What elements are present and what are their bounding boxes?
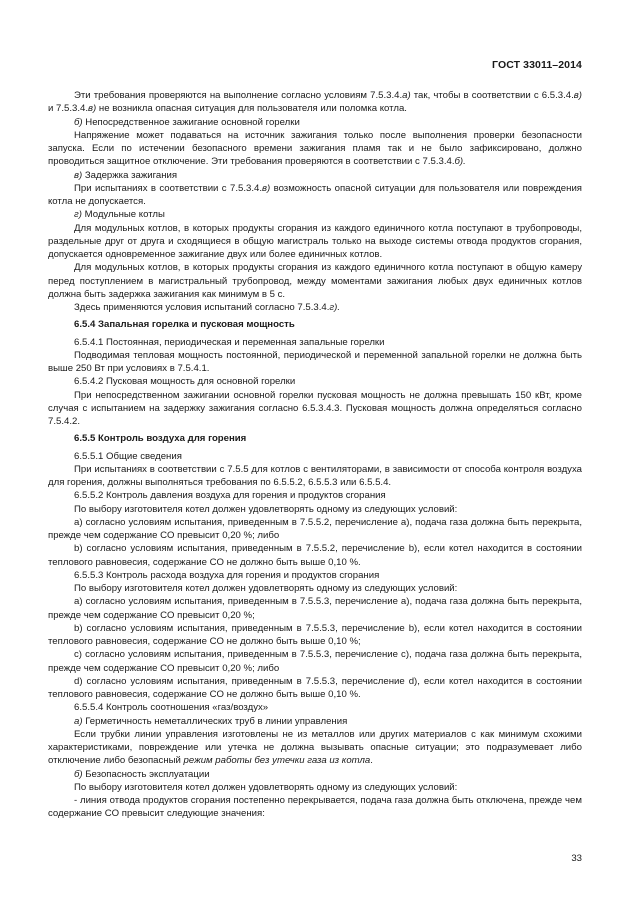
paragraph (48, 582, 582, 595)
paragraph (48, 463, 582, 490)
paragraph (48, 222, 582, 262)
italic-text: режим работы без утечки газа из котла (183, 755, 371, 767)
paragraph (48, 89, 582, 116)
paragraph (48, 129, 582, 169)
paragraph (48, 768, 582, 781)
text-run: Задержка зажигания (82, 169, 178, 181)
italic-text: в) (88, 103, 97, 115)
paragraph (48, 595, 582, 622)
paragraph (48, 208, 582, 221)
text-run: По выбору изготовителя котел должен удовлетворять одному из следующих условий: (74, 503, 458, 515)
text-run: 6.5.4.1 Постоянная, периодическая и переменная запальные горелки (74, 336, 385, 348)
italic-text: б) (74, 116, 83, 128)
text-run: Если трубки линии управления изготовлены не из металлов или других материалов с как минимум схожими характеристиками, повреждение или утечка не должна вызывать опасные ситуации; это подразумевает либо отключение либо безопасный (48, 728, 582, 767)
section-heading (48, 432, 582, 445)
paragraph (48, 301, 582, 314)
paragraph (48, 516, 582, 543)
text-run: По выбору изготовителя котел должен удовлетворять одному из следующих условий: (74, 781, 458, 793)
text-run: d) согласно условиям испытания, приведенным в 7.5.5.3, перечисление d), если котел находится в состоянии теплового равновесия, содержание CO не должно быть выше 0,10 %. (48, 675, 582, 700)
text-run: Подводимая тепловая мощность постоянной, периодической и переменной запальной горелки не должна быть выше 250 Вт при условиях в 7.5.4.1. (48, 349, 582, 374)
italic-text: г). (329, 302, 340, 313)
text-run: 6.5.4.2 Пусковая мощность для основной горелки (74, 376, 296, 388)
paragraph (48, 450, 582, 463)
text-run: Для модульных котлов, в которых продукты сгорания из каждого единичного котла поступают в трубопроводы, раздельные друг от друга и сходящиеся в общую магистраль только на выходе системы отвода продуктов сгорания, допускается одновременное зажигание двух или более единичных котлов. (48, 222, 582, 260)
paragraph (48, 489, 582, 502)
paragraph (48, 261, 582, 301)
text-run: так, чтобы в соответствии с 6.5.3.4. (410, 90, 574, 101)
text-run: При испытаниях в соответствии с 7.5.5 для котлов с вентиляторами, в зависимости от способа контроля воздуха для горения, должны выполняться требования по 6.5.5.2, 6.5.5.3 или 6.5.5.4. (48, 463, 582, 488)
paragraph (48, 701, 582, 714)
text-run: b) согласно условиям испытания, приведенным в 7.5.5.2, перечисление b), если котел находится в состоянии теплового равновесия, содержание CO не должно быть выше 0,10 %. (48, 543, 582, 568)
italic-text: б) (74, 768, 83, 780)
text-run: Здесь применяются условия испытаний согласно 7.5.3.4. (74, 302, 330, 313)
text-run: Непосредственное зажигание основной горелки (82, 116, 300, 128)
text-run: a) согласно условиям испытания, приведенным в 7.5.5.3, перечисление a), подача газа должна быть перекрыта, прежде чем содержание CO превысит 0,20 %; (48, 596, 582, 621)
paragraph (48, 794, 582, 821)
text-run: Напряжение может подаваться на источник зажигания только после выполнения проверки безопасности запуска. Если по истечении безопасного времени зажигания пламя так и не было зафиксировано, должно проводиться защитное отключение. Эти требования проверяются в соответствии с 7.5.3.4. (48, 129, 582, 168)
text-run: 6.5.5.1 Общие сведения (74, 450, 182, 462)
italic-text: а) (74, 715, 83, 727)
text-run: Безопасность эксплуатации (82, 768, 210, 780)
paragraph (48, 389, 582, 429)
paragraph (48, 715, 582, 728)
document-body (48, 89, 582, 821)
text-run: не возникла опасная ситуация для пользователя или поломка котла. (96, 103, 407, 115)
text-run: 6.5.5.4 Контроль соотношения «газ/воздух» (74, 702, 269, 714)
paragraph (48, 648, 582, 675)
paragraph (48, 569, 582, 582)
page-number: 33 (571, 853, 582, 864)
italic-text: в) (262, 182, 271, 194)
text-run: 6.5.4 Запальная горелка и пусковая мощность (74, 319, 295, 331)
paragraph (48, 182, 582, 209)
text-run: Эти требования проверяются на выполнение согласно условиям 7.5.3.4. (74, 90, 403, 101)
standard-header: ГОСТ 33011–2014 (492, 59, 582, 71)
text-run: a) согласно условиям испытания, приведенным в 7.5.5.2, перечисление a), подача газа должна быть перекрыта, прежде чем содержание CO превысит 0,20 %; либо (48, 516, 582, 541)
section-heading (48, 318, 582, 331)
italic-text: а) (402, 90, 411, 101)
text-run: При испытаниях в соответствии с 7.5.3.4. (74, 182, 262, 194)
paragraph (48, 116, 582, 129)
text-run: Для модульных котлов, в которых продукты сгорания из каждого единичного котла поступают в общую камеру перед поступлением в магистральный трубопровод, между моментами зажигания любых двух единичных котлов должна быть задержка зажигания как минимум в 5 с. (48, 262, 582, 300)
italic-text: в) (74, 169, 83, 181)
paragraph (48, 542, 582, 569)
text-run: По выбору изготовителя котел должен удовлетворять одному из следующих условий: (74, 583, 458, 594)
paragraph (48, 503, 582, 516)
text-run: При непосредственном зажигании основной горелки пусковая мощность не должна превышать 150 кВт, кроме случая с испытанием на задержку зажигания согласно 6.5.3.4.3. Пусковая мощность должна определяться согласно 7.5.4.2. (48, 389, 582, 427)
paragraph (48, 336, 582, 349)
text-run: - линия отвода продуктов сгорания постепенно перекрывается, подача газа должна быть отключена, прежде чем содержание CO превысит следующие значения: (48, 795, 582, 820)
paragraph (48, 349, 582, 376)
paragraph (48, 622, 582, 649)
text-run: 6.5.5.2 Контроль давления воздуха для горения и продуктов сгорания (74, 490, 386, 502)
text-run: 6.5.5 Контроль воздуха для горения (74, 433, 247, 445)
text-run: Герметичность неметаллических труб в линии управления (82, 715, 348, 727)
italic-text: г) (74, 209, 82, 221)
italic-text: б). (454, 156, 466, 168)
text-run: b) согласно условиям испытания, приведенным в 7.5.5.3, перечисление b), если котел находится в состоянии теплового равновесия, содержание CO не должно быть выше 0,10 %; (48, 622, 582, 647)
italic-text: в) (573, 90, 582, 101)
text-run: 6.5.5.3 Контроль расхода воздуха для горения и продуктов сгорания (74, 569, 380, 581)
paragraph (48, 728, 582, 768)
text-run: . (370, 755, 373, 767)
paragraph (48, 675, 582, 702)
text-run: c) согласно условиям испытания, приведенным в 7.5.5.3, перечисление c), подача газа должна быть перекрыта, прежде чем содержание CO превысит 0,20 %; либо (48, 649, 582, 674)
text-run: и 7.5.3.4. (48, 103, 89, 115)
paragraph (48, 169, 582, 182)
paragraph (48, 781, 582, 794)
paragraph (48, 375, 582, 388)
text-run: Модульные котлы (81, 209, 165, 221)
text-run: возможность опасной ситуации для пользователя или повреждения котла не допускается. (48, 182, 582, 207)
